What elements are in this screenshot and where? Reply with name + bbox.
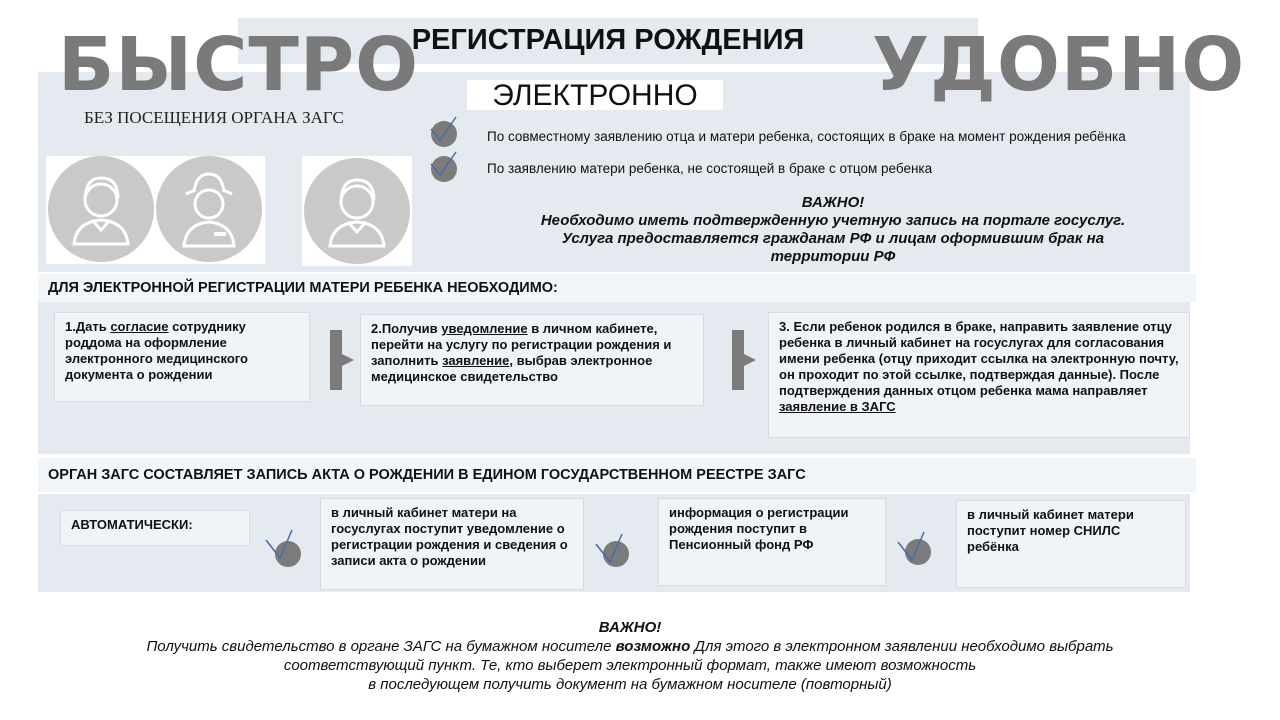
step-text: 2.Получив: [371, 321, 442, 336]
condition-item: По совместному заявлению отца и матери ребенка, состоящих в браке на момент рождения ребёнка: [487, 129, 1126, 144]
step-link-text: согласие: [110, 319, 169, 334]
important-bottom-title: ВАЖНО!: [598, 619, 662, 636]
check-circle-icon: [594, 532, 634, 572]
step-3: [768, 312, 1190, 438]
important-bottom-text: Получить свидетельство в органе ЗАГС на бумажном носителе: [146, 638, 616, 655]
step-link-text: заявление в ЗАГС: [779, 399, 896, 414]
step-text: 3. Если ребенок родился в браке, направить заявление отцу ребенка в личный кабинет на госуслугах для согласования имени ребенка (отцу приходит ссылка на электронную почту, он проходит по этой ссылке, подтверждая данные). После подтверждения данных отцом ребенка мама направляет: [779, 319, 1179, 398]
man-avatar-icon: [156, 156, 262, 262]
important-bottom: [0, 618, 1260, 694]
step-link-text: уведомление: [441, 321, 528, 336]
result-text: в личный кабинет матери на госуслугах поступит уведомление о регистрации рождения и сведения о записи акта о рождении: [331, 505, 568, 568]
step-text: сотруднику роддома на оформление электронного медицинского документа о рождении: [65, 319, 248, 382]
important-bottom-line: соответствующий пункт. Те, кто выберет электронный формат, также имеют возможность: [283, 657, 977, 674]
result-3: [956, 500, 1186, 588]
step-link-text: заявление: [442, 353, 510, 368]
woman-avatar-icon: [48, 156, 154, 262]
auto-label-box: [60, 510, 250, 546]
no-visit-label: БЕЗ ПОСЕЩЕНИЯ ОРГАНА ЗАГС: [84, 108, 344, 127]
important-top: [480, 194, 1186, 266]
woman-avatar-icon: [304, 158, 410, 264]
important-top-line: Необходимо иметь подтвержденную учетную запись на портале госуслуг.: [540, 212, 1126, 229]
condition-item: По заявлению матери ребенка, не состоящей в браке с отцом ребенка: [487, 161, 933, 176]
step-text: в личном кабинете, перейти на услугу по регистрации рождения и заполнить: [371, 321, 672, 368]
subtitle-box: [467, 80, 723, 110]
check-circle-icon: [428, 115, 462, 149]
subtitle: ЭЛЕКТРОННО: [492, 79, 698, 112]
mother-section-heading: ДЛЯ ЭЛЕКТРОННОЙ РЕГИСТРАЦИИ МАТЕРИ РЕБЕНКА НЕОБХОДИМО:: [48, 280, 558, 296]
important-top-title: ВАЖНО!: [801, 194, 865, 211]
step-2: [360, 314, 704, 406]
header-right-word: УДОБНО: [872, 22, 1246, 108]
arrow-right-icon: [730, 328, 758, 392]
important-bottom-emphasis: возможно: [615, 638, 691, 655]
check-circle-icon: [896, 530, 936, 570]
step-text: , выбрав электронное медицинское свидетельство: [371, 353, 653, 384]
step-1: [54, 312, 310, 402]
result-text: в личный кабинет матери поступит номер СНИЛС ребёнка: [967, 507, 1134, 554]
page-title: РЕГИСТРАЦИЯ РОЖДЕНИЯ: [411, 24, 805, 56]
result-text: информация о регистрации рождения поступит в Пенсионный фонд РФ: [669, 505, 849, 552]
auto-label: АВТОМАТИЧЕСКИ:: [71, 517, 193, 532]
important-bottom-text: Для этого в электронном заявлении необходимо выбрать: [690, 638, 1114, 655]
important-bottom-line: [0, 637, 1260, 656]
arrow-right-icon: [328, 328, 356, 392]
important-bottom-line: в последующем получить документ на бумажном носителе (повторный): [368, 676, 892, 693]
check-circle-icon: [428, 150, 462, 184]
important-top-line: территории РФ: [770, 248, 896, 265]
step-text: 1.Дать: [65, 319, 111, 334]
zags-section-heading: ОРГАН ЗАГС СОСТАВЛЯЕТ ЗАПИСЬ АКТА О РОЖДЕНИИ В ЕДИНОМ ГОСУДАРСТВЕННОМ РЕЕСТРЕ ЗАГС: [48, 467, 806, 483]
header-left-word: БЫСТРО: [58, 22, 420, 108]
check-circle-icon: [264, 528, 304, 568]
result-2: [658, 498, 886, 586]
result-1: [320, 498, 584, 590]
important-top-line: Услуга предоставляется гражданам РФ и лицам оформившим брак на: [561, 230, 1105, 247]
